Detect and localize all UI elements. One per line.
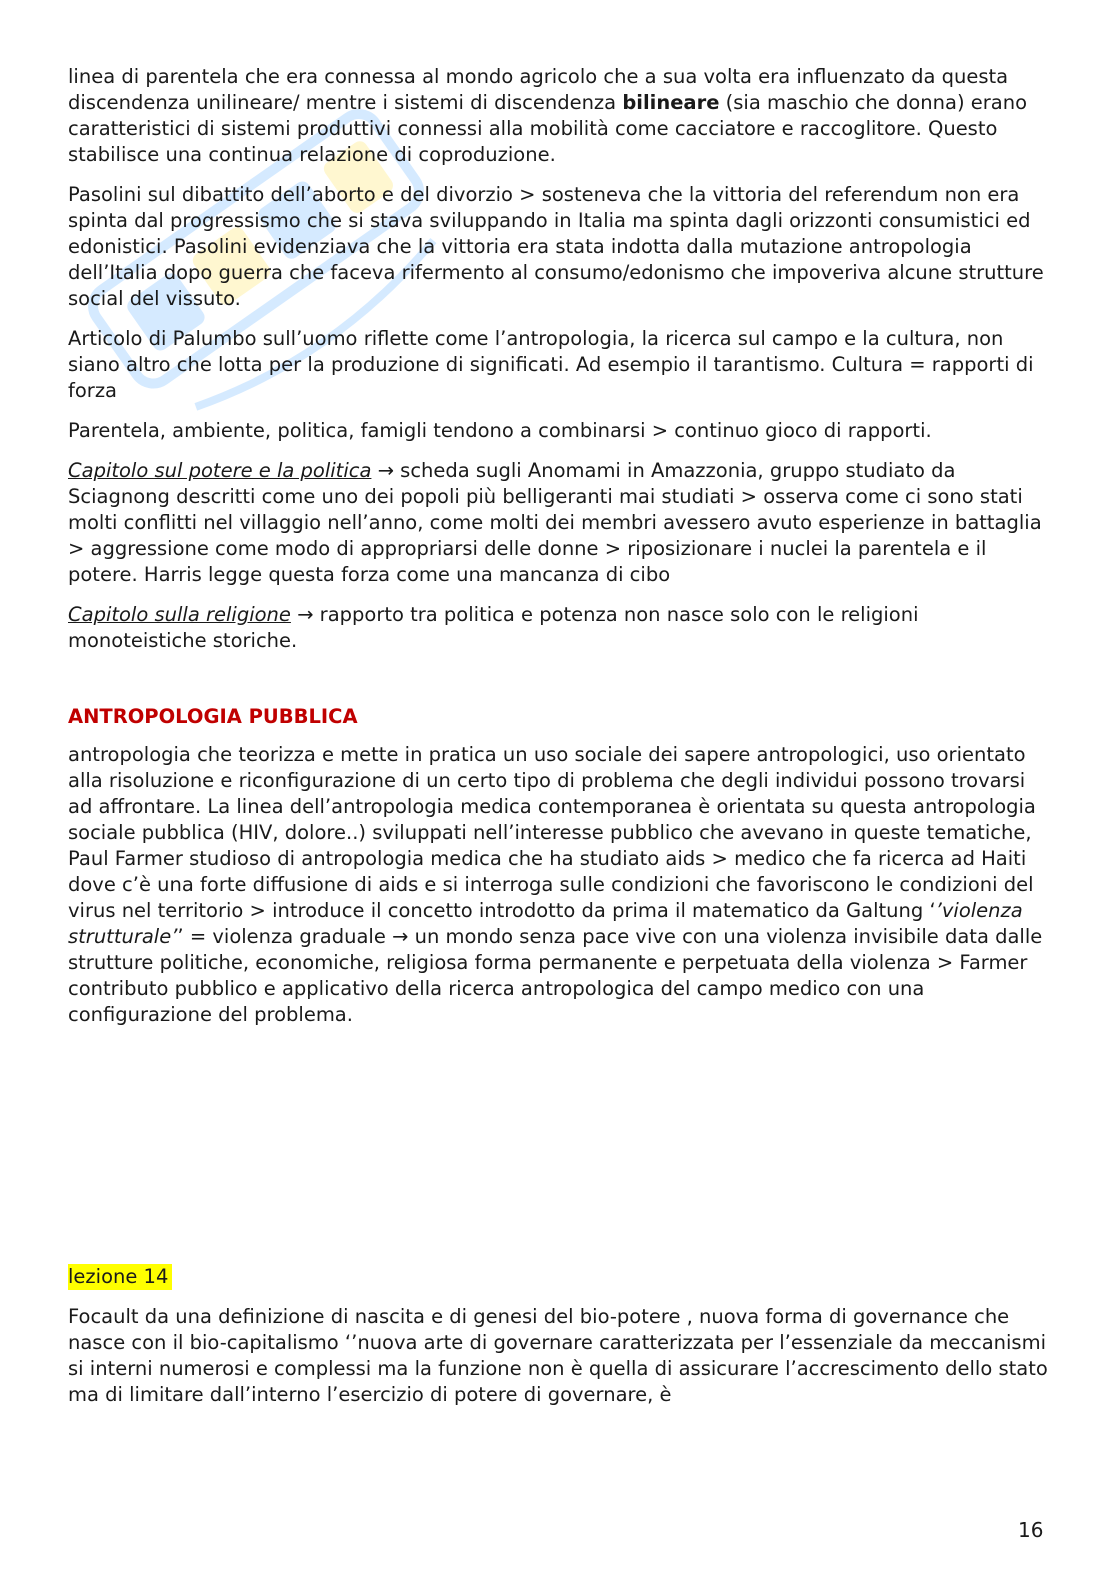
paragraph-text: scheda sugli Anomami in Amazzonia, gruppo studiato da Sciagnong descritti come uno dei popoli più belligeranti mai studiati > osserva come ci sono stati molti conflitti nel villaggio nell’anno, come molti dei membri avessero avuto esperienze in battaglia > aggressione come modo di appropriarsi delle donne > riposizionare i nuclei la parentela e il potere. Harris legge questa forza come una mancanza di cibo (68, 459, 1042, 586)
paragraph-pasolini: Pasolini sul dibattito dell’aborto e del divorzio > sosteneva che la vittoria del referendum non era spinta dal progressismo che si stava sviluppando in Italia ma spinta dagli orizzonti consumistici ed edonistici. Pasolini evidenziava che la vittoria era stata indotta dalla mutazione antropologia dell’Italia dopo guerra che faceva rifermento al consumo/edonismo che impoveriva alcune strutture social del vissuto. (68, 183, 1044, 310)
paragraph-parentela: Parentela, ambiente, politica, famigli tendono a combinarsi > continuo gioco di rapporti. (68, 419, 932, 442)
chapter-title: Capitolo sul potere e la politica (68, 459, 372, 482)
paragraph-text: linea di parentela che era connessa al mondo agricolo che a sua volta era influenzato da questa discendenza unilineare/ mentre i sistemi di discendenza (68, 65, 1009, 114)
paragraph-potere-politica (68, 458, 1053, 588)
page-number: 16 (1018, 1518, 1044, 1542)
lesson-label-wrap (68, 1264, 1053, 1290)
paragraph-text: rapporto tra politica e potenza non nasce solo con le religioni monoteistiche storiche. (68, 603, 919, 652)
bold-term: bilineare (622, 91, 720, 114)
chapter-title: Capitolo sulla religione (68, 603, 291, 626)
section-heading: ANTROPOLOGIA PUBBLICA (68, 705, 358, 728)
paragraph-text: ’ = violenza graduale → un mondo senza pace vive con una violenza invisibile data dalle strutture politiche, economiche, religiosa forma permanente e perpetuata della violenza > Farmer contributo pubblico e applicativo della ricerca antropologica del campo medico con una configurazione del problema. (68, 925, 1043, 1026)
paragraph-focault: Focault da una definizione di nascita e di genesi del bio-potere , nuova forma di governance che nasce con il bio-capitalismo ‘’nuova arte di governare caratterizzata per l’essenziale da meccanismi si interni numerosi e complessi ma la funzione non è quella di assicurare l’accrescimento dello stato ma di limitare dall’interno l’esercizio di potere di governare, è (68, 1305, 1048, 1406)
paragraph-antropologia-pubblica (68, 742, 1053, 1028)
document-body (68, 64, 1053, 1422)
paragraph-religione (68, 602, 1053, 654)
lesson-label: lezione 14 (68, 1264, 172, 1290)
paragraph-text: (sia maschio che donna) erano caratteristici di sistemi produttivi connessi alla mobilità come cacciatore e raccoglitore. Questo stabilisce una continua relazione di coproduzione. (68, 91, 1028, 166)
arrow-right-icon: → (371, 459, 401, 482)
paragraph-discendenza (68, 64, 1053, 168)
paragraph-text: antropologia che teorizza e mette in pratica un uso sociale dei sapere antropologici, uso orientato alla risoluzione e riconfigurazione di un certo tipo di problema che degli individui possono trovarsi ad affrontare. La linea dell’antropologia medica contemporanea è orientata su questa antropologia sociale pubblica (HIV, dolore..) sviluppati nell’interesse pubblico che avevano in queste tematiche, Paul Farmer studioso di antropologia medica che ha studiato aids > medico che fa ricerca ad Haiti dove c’è una forte diffusione di aids e si interroga sulle condizioni che favoriscono le condizioni del virus nel territorio > introduce il concetto introdotto da prima il matematico da Galtung ‘ (68, 743, 1036, 922)
paragraph-palumbo: Articolo di Palumbo sull’uomo riflette come l’antropologia, la ricerca sul campo e la cultura, non siano altro che lotta per la produzione di significati. Ad esempio il tarantismo. Cultura = rapporti di forza (68, 327, 1034, 402)
italic-term: ’violenza strutturale’ (68, 899, 1023, 948)
arrow-right-icon: → (290, 603, 320, 626)
